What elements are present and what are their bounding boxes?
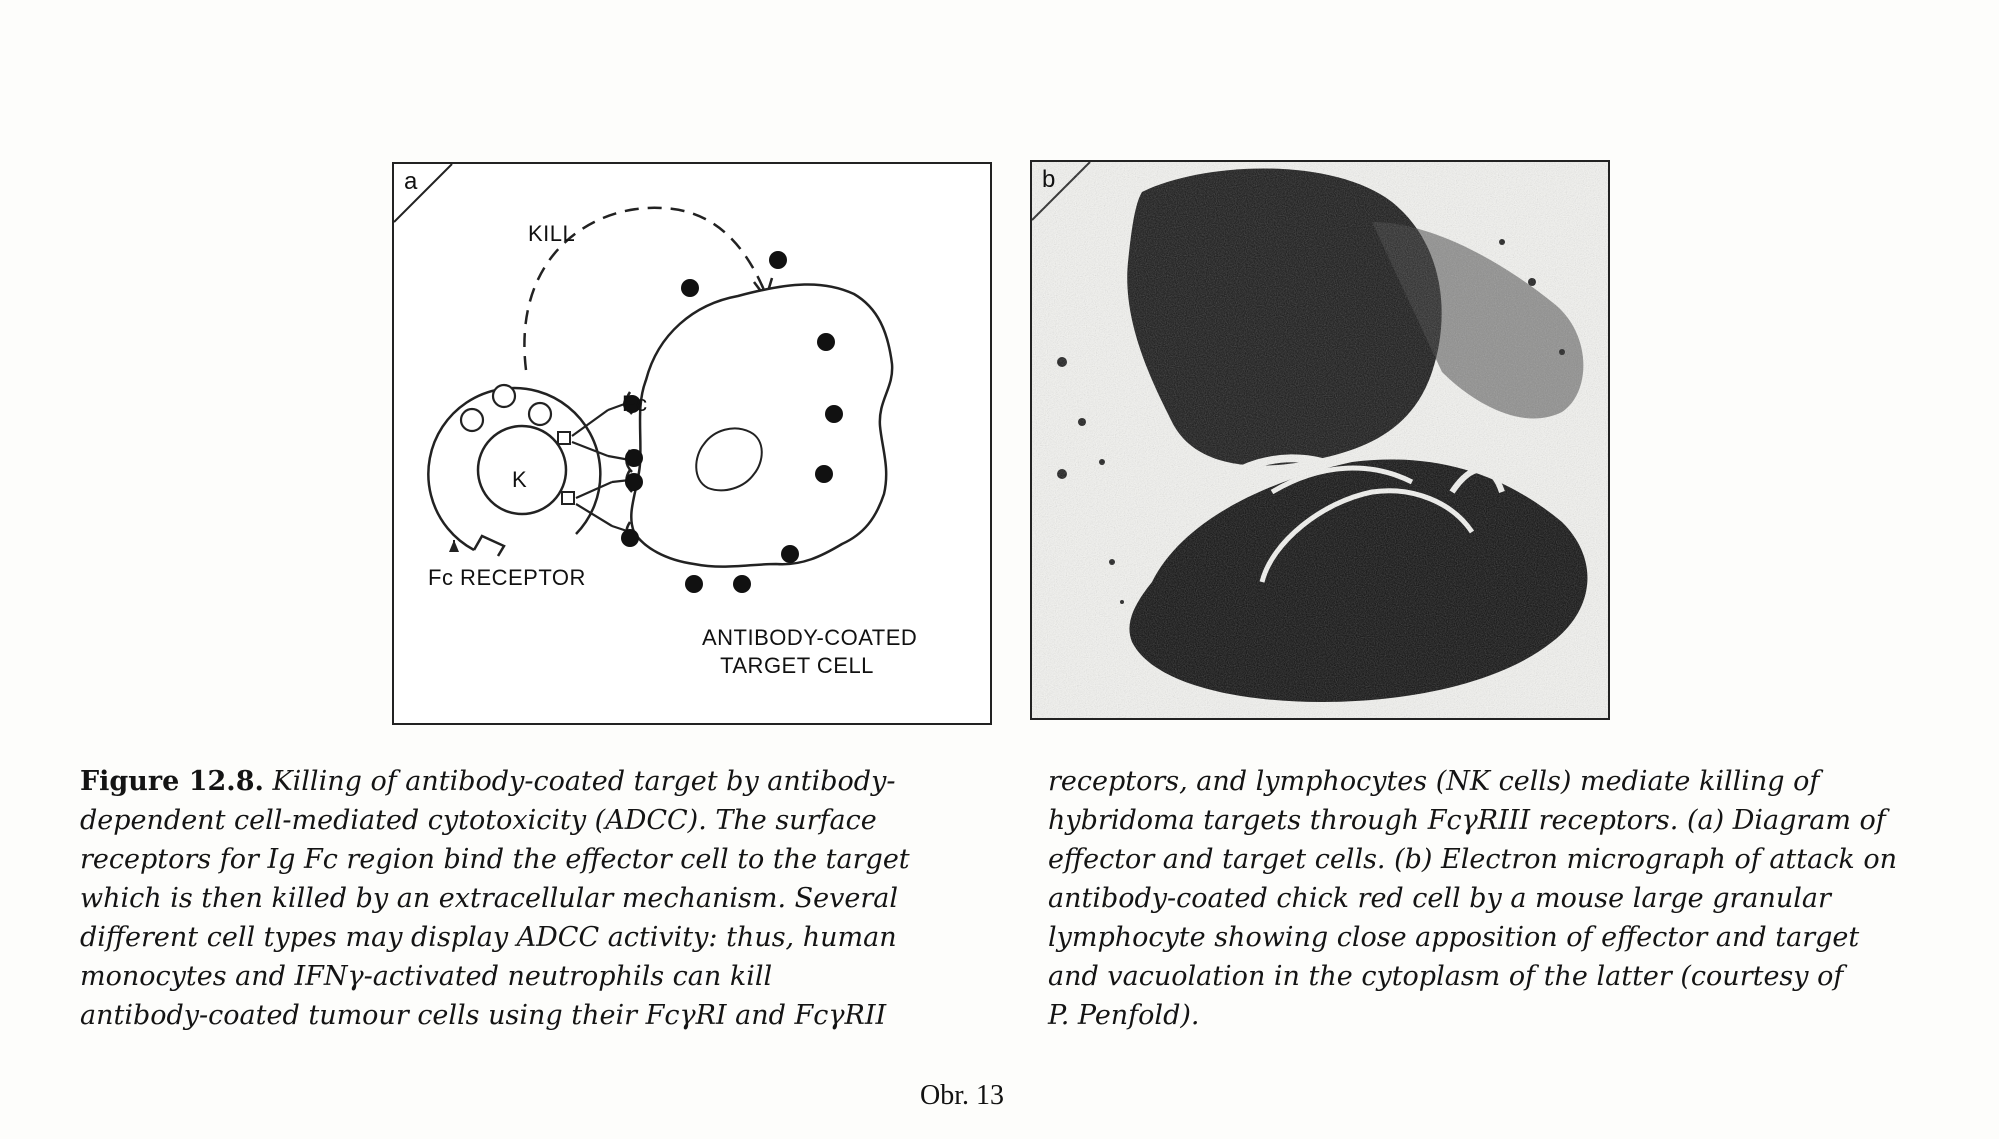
granule	[493, 385, 515, 407]
granule	[461, 409, 483, 431]
fc-receptor	[562, 492, 574, 504]
figure-panel-a	[392, 162, 992, 725]
caption-text: Killing of antibody-coated target by antibody-	[263, 766, 896, 797]
caption-line: P. Penfold).	[1048, 1000, 1200, 1031]
panel-letter-b: b	[1042, 166, 1056, 193]
label-target-line2: TARGET CELL	[720, 653, 874, 678]
page-number: Obr. 13	[920, 1080, 1004, 1111]
granule	[529, 403, 551, 425]
fc-receptor	[558, 432, 570, 444]
caption-line	[80, 762, 910, 801]
caption-line: lymphocyte showing close apposition of effector and target	[1048, 922, 1860, 953]
caption-line: receptors for Ig Fc region bind the effector cell to the target	[80, 844, 910, 875]
caption-line: which is then killed by an extracellular mechanism. Several	[80, 883, 899, 914]
figure-number: Figure 12.8.	[80, 766, 264, 797]
figure-panel-b	[1030, 160, 1610, 720]
label-kill: KILL	[528, 221, 576, 246]
caption-line: different cell types may display ADCC activity: thus, human	[80, 922, 897, 953]
caption-line: receptors, and lymphocytes (NK cells) mediate killing of	[1048, 766, 1820, 797]
caption-line: antibody-coated tumour cells using their FcγRI and FcγRII	[80, 1000, 887, 1031]
receptor-pointer-head	[449, 540, 459, 552]
panel-letter-a: a	[404, 168, 418, 195]
label-target-line1: ANTIBODY-COATED	[702, 625, 918, 650]
caption-line: effector and target cells. (b) Electron micrograph of attack on	[1048, 844, 1897, 875]
label-target-cell	[702, 624, 918, 680]
figure-caption-right	[1048, 762, 1897, 1035]
caption-line: antibody-coated chick red cell by a mouse large granular	[1048, 883, 1831, 914]
label-k: K	[512, 467, 528, 492]
label-fc-receptor: Fc RECEPTOR	[428, 565, 586, 590]
caption-line: dependent cell-mediated cytotoxicity (ADCC). The surface	[80, 805, 877, 836]
figure-caption-left	[80, 762, 910, 1035]
micrograph-grain	[1032, 162, 1608, 718]
electron-micrograph	[1032, 162, 1608, 718]
caption-line: monocytes and IFNγ-activated neutrophils can kill	[80, 961, 773, 992]
caption-line: hybridoma targets through FcγRIII receptors. (a) Diagram of	[1048, 805, 1886, 836]
effector-notch	[474, 536, 504, 556]
label-fc: Fc	[622, 391, 648, 416]
caption-line: and vacuolation in the cytoplasm of the latter (courtesy of	[1048, 961, 1844, 992]
target-cell	[631, 284, 892, 566]
